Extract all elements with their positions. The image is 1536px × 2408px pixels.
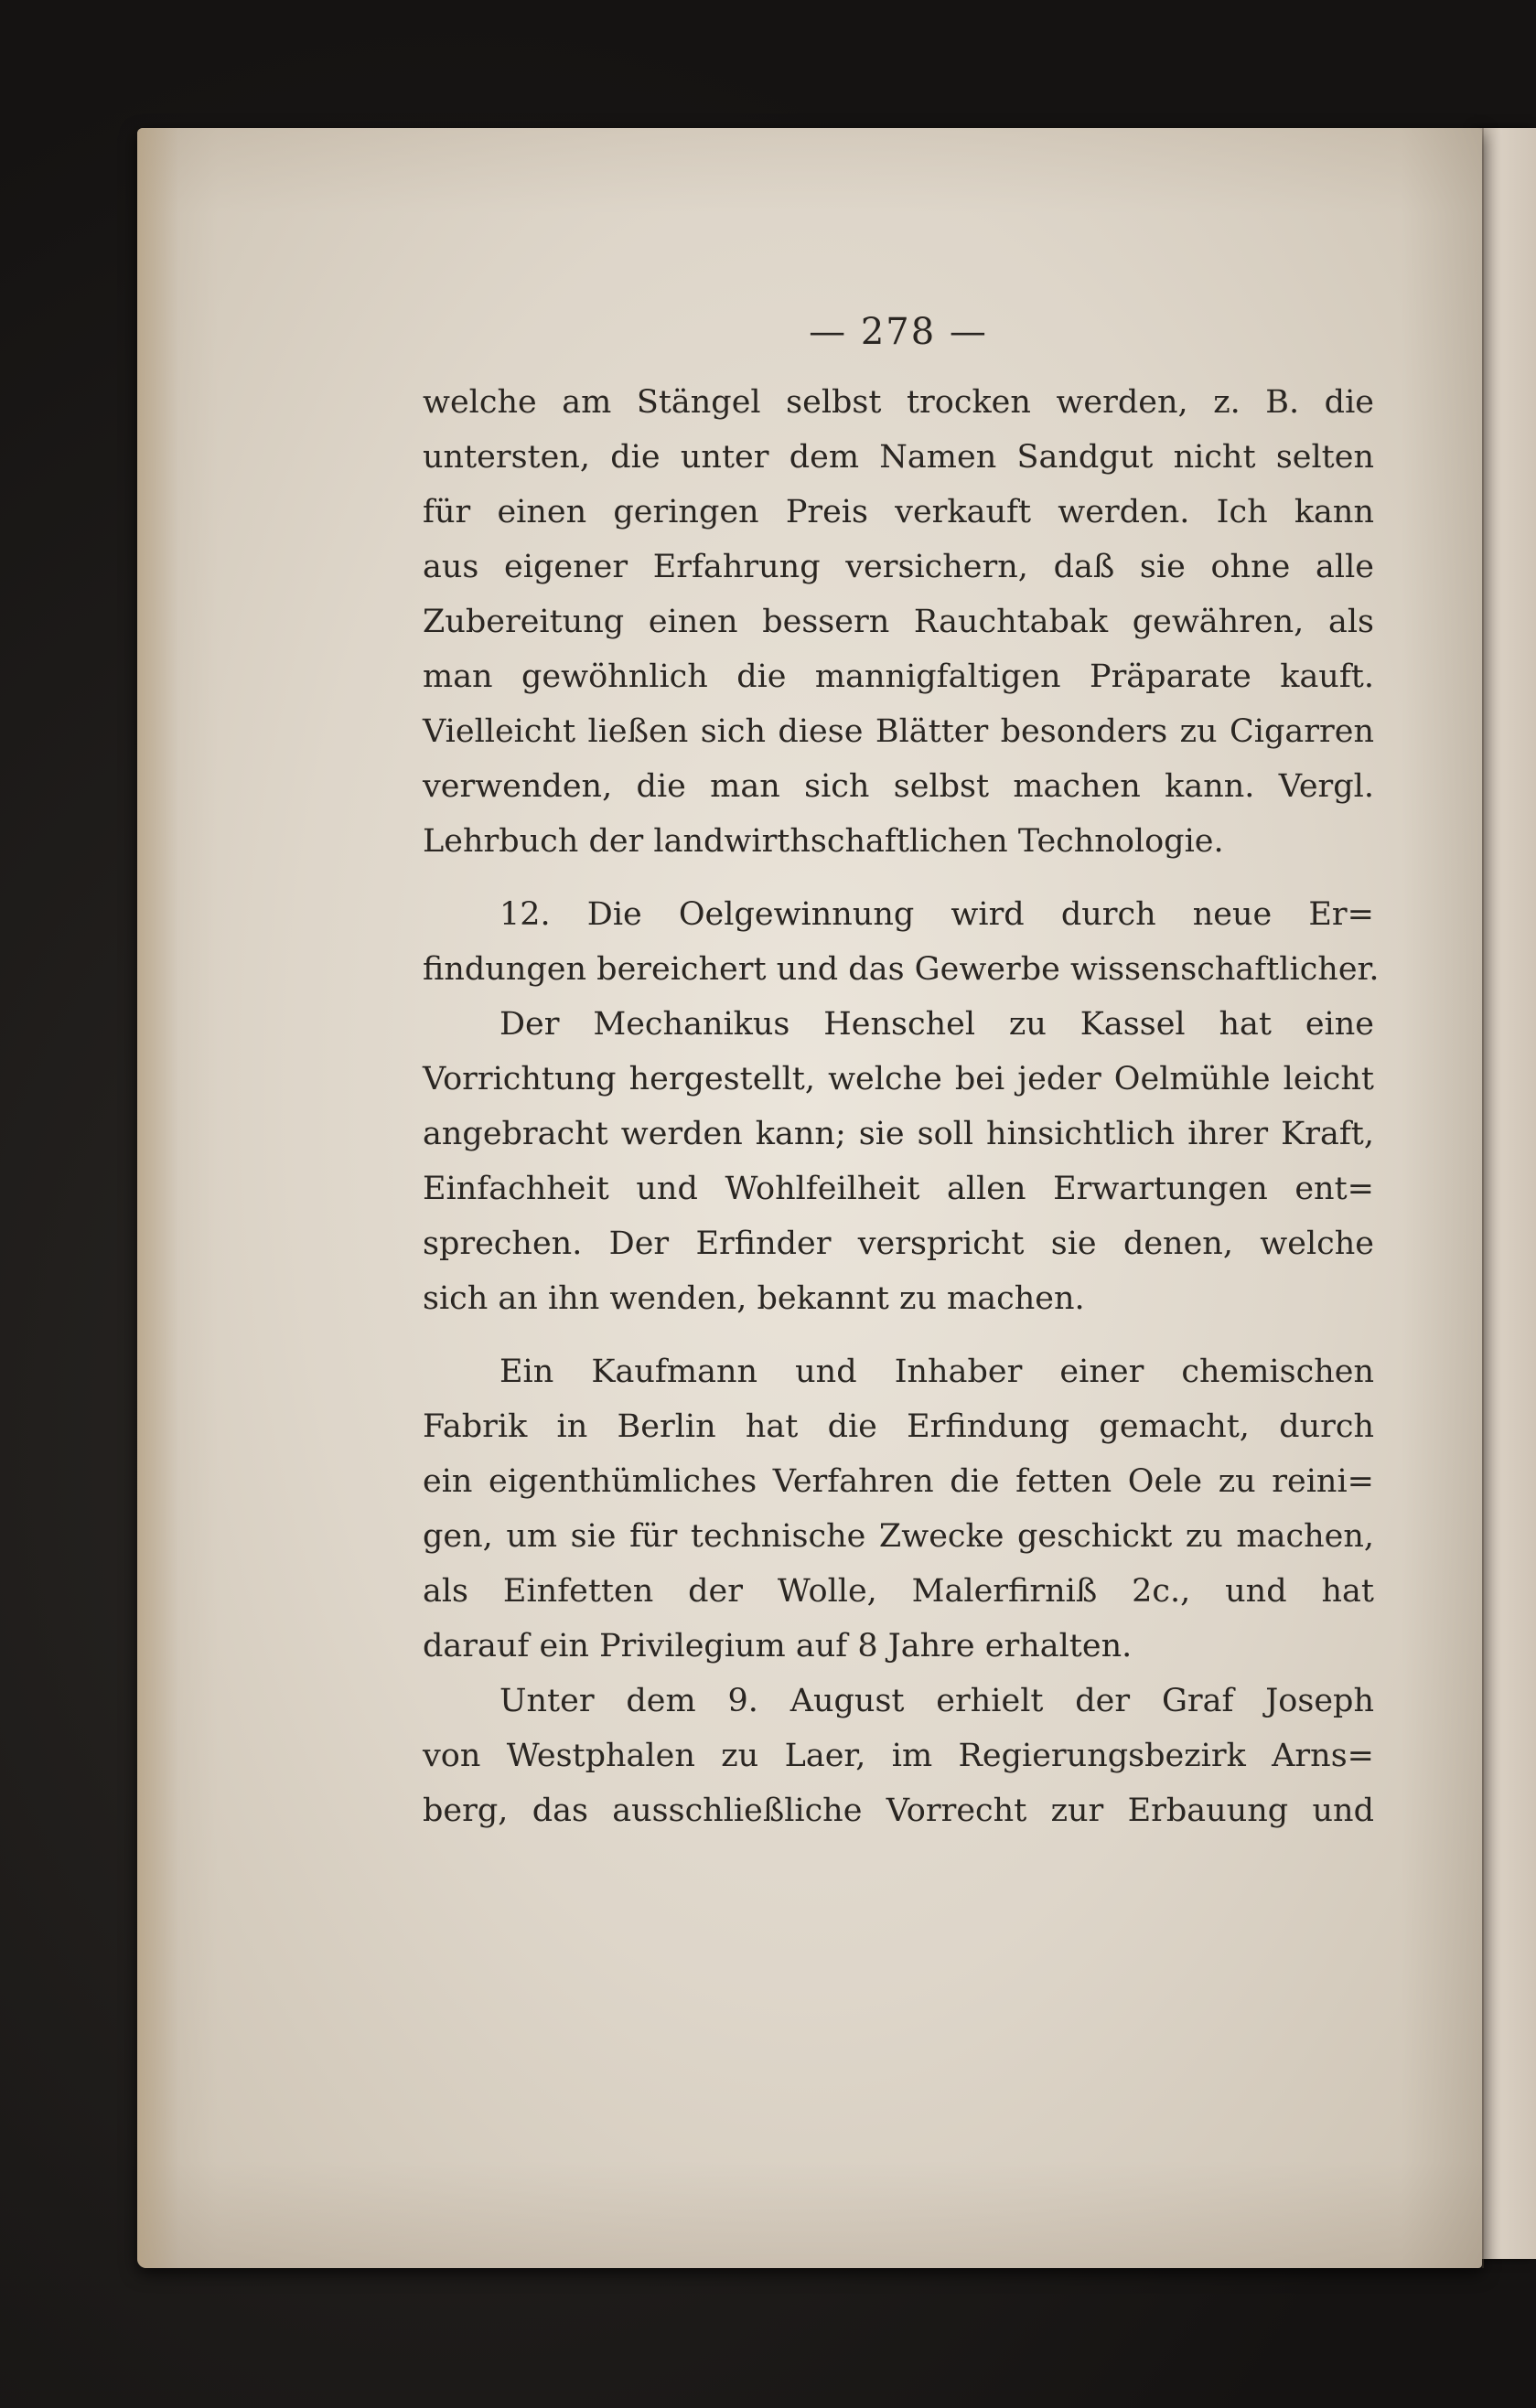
- text-line: Einfachheit und Wohlfeilheit allen Erwartungen ent=: [423, 1171, 1374, 1207]
- text-line: Der Mechanikus Henschel zu Kassel hat eine: [499, 1006, 1374, 1043]
- text-line: von Westphalen zu Laer, im Regierungsbezirk Arns=: [423, 1738, 1374, 1774]
- text-line: als Einfetten der Wolle, Malerfirniß 2c., und hat: [423, 1573, 1374, 1610]
- text-line: sich an ihn wenden, bekannt zu machen.: [423, 1280, 1085, 1317]
- page-gutter-shadow: [137, 128, 178, 2268]
- text-line: berg, das ausschließliche Vorrecht zur Erbauung und: [423, 1793, 1374, 1829]
- facing-page-edge: [1477, 128, 1536, 2259]
- text-line: Unter dem 9. August erhielt der Graf Joseph: [499, 1683, 1374, 1719]
- page-number: — 278 —: [809, 311, 988, 353]
- text-line: findungen bereichert und das Gewerbe wissenschaftlicher.: [423, 951, 1380, 988]
- text-lines: [423, 375, 1380, 1838]
- text-line: Lehrbuch der landwirthschaftlichen Technologie.: [423, 823, 1224, 860]
- text-line: angebracht werden kann; sie soll hinsichtlich ihrer Kraft,: [423, 1116, 1374, 1152]
- text-line: darauf ein Privilegium auf 8 Jahre erhalten.: [423, 1628, 1133, 1664]
- page-edge-line: [1482, 128, 1484, 2268]
- text-line: ein eigenthümliches Verfahren die fetten Oele zu reini=: [423, 1463, 1374, 1500]
- text-line: untersten, die unter dem Namen Sandgut nicht selten: [423, 439, 1374, 476]
- paragraph-gap: [423, 1326, 1374, 1344]
- text-line: verwenden, die man sich selbst machen kann. Vergl.: [423, 768, 1374, 805]
- text-line: Vorrichtung hergestellt, welche bei jeder Oelmühle leicht: [423, 1061, 1374, 1097]
- text-line: für einen geringen Preis verkauft werden. Ich kann: [423, 494, 1374, 530]
- text-line: sprechen. Der Erfinder verspricht sie denen, welche: [423, 1225, 1374, 1262]
- paragraph-gap: [423, 869, 1374, 887]
- text-line: gen, um sie für technische Zwecke geschickt zu machen,: [423, 1518, 1374, 1555]
- text-line: Vielleicht ließen sich diese Blätter besonders zu Cigarren: [423, 713, 1374, 750]
- text-line: 12. Die Oelgewinnung wird durch neue Er=: [499, 896, 1374, 933]
- text-line: Fabrik in Berlin hat die Erfindung gemacht, durch: [423, 1408, 1374, 1445]
- text-line: Zubereitung einen bessern Rauchtabak gewähren, als: [423, 604, 1374, 640]
- text-line: welche am Stängel selbst trocken werden, z. B. die: [423, 384, 1374, 421]
- text-line: Ein Kaufmann und Inhaber einer chemischen: [499, 1354, 1374, 1390]
- text-line: man gewöhnlich die mannigfaltigen Präparate kauft.: [423, 658, 1374, 695]
- text-line: aus eigener Erfahrung versichern, daß sie ohne alle: [423, 549, 1374, 585]
